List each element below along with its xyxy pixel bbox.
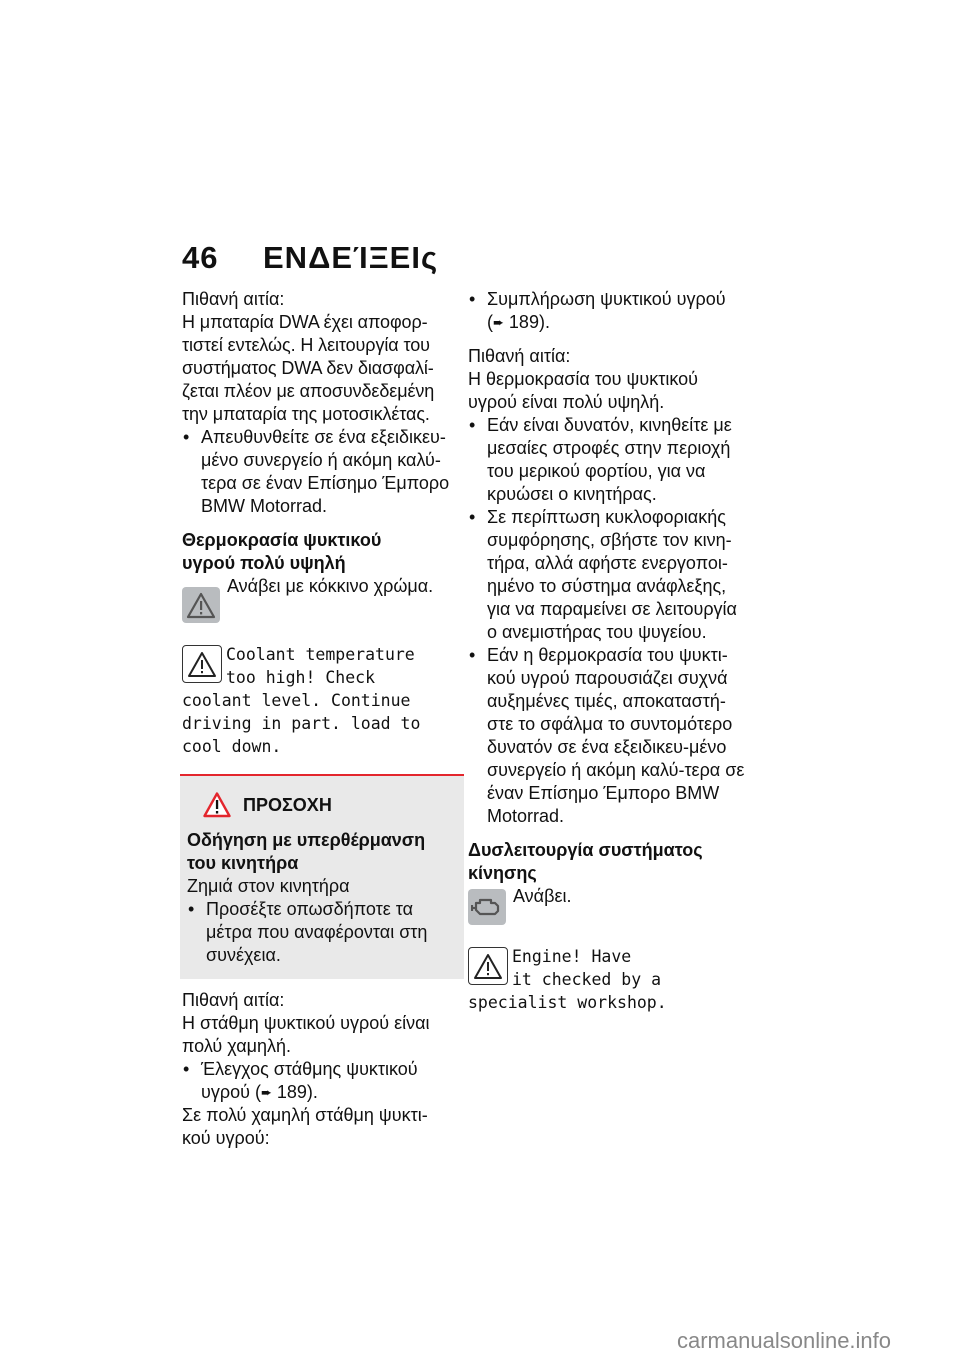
coolant-light-text: Ανάβει με κόκκινο χρώμα. [227, 576, 434, 596]
list-item [182, 1058, 452, 1104]
engine-check-icon [468, 889, 506, 925]
message-line: Engine! Have [512, 947, 632, 966]
cause-text: Η στάθμη ψυκτικού υγρού είναι πολύ χαμηλή. [182, 1013, 430, 1056]
message-line: driving in part. load to [182, 714, 421, 733]
engine-light-text: Ανάβει. [513, 886, 572, 906]
section-title: ΕΝΔΕΊΞΕΙς [263, 240, 439, 275]
message-line: specialist workshop. [468, 993, 667, 1012]
page-reference: 189). [508, 312, 550, 332]
cause-label: Πιθανή αιτία: [182, 289, 285, 309]
coolant-display-message [182, 643, 452, 758]
caution-subtitle: Οδήγηση με υπερθέρμανση του κινητήρα [187, 830, 426, 873]
caution-header [187, 792, 457, 818]
caution-text: Ζημιά στον κινητήρα [187, 876, 350, 896]
cause-text: Η μπαταρία DWA έχει αποφορ-τιστεί εντελώς. Η λειτουργία του συστήματος DWA δεν διασφαλί-ζεται πλέον με αποσυνδεδεμένη την μπαταρία της μοτοσικλέτας. [182, 312, 435, 424]
page-reference: 189). [276, 1082, 318, 1102]
message-line: Coolant temperature [226, 645, 415, 664]
cause-text: Η θερμοκρασία του ψυκτικού υγρού είναι πολύ υψηλή. [468, 369, 698, 412]
list-item: • Εάν η θερμοκρασία του ψυκτι-κού υγρού παρουσιάζει συχνά αυξημένες τιμές, αποκαταστή-στε το σφάλμα το συντομότερο δυνατόν σε ένα εξειδικευ-μένο συνεργείο ή ακόμη καλύ-τερα σε έναν Επίσημο Έμπορο BMW Motorrad. [468, 644, 746, 828]
cause-label: Πιθανή αιτία: [182, 990, 285, 1010]
warning-triangle-icon [468, 947, 508, 985]
engine-light-row [468, 885, 746, 931]
engine-display-message [468, 945, 746, 1014]
list-item: • Προσέξτε οπωσδήποτε τα μέτρα που αναφέρονται στη συνέχεια. [187, 898, 457, 967]
caution-box [180, 774, 464, 979]
message-line: cool down. [182, 737, 282, 756]
engine-heading: Δυσλειτουργία συστήματος κίνησης [468, 840, 703, 883]
caution-title: ΠΡΟΣΟΧΗ [243, 794, 332, 815]
warning-triangle-icon [182, 645, 222, 683]
left-column [182, 288, 452, 1150]
arrow-icon: ➨ [493, 315, 504, 330]
warning-light-icon [182, 587, 220, 623]
message-line: coolant level. Continue [182, 691, 411, 710]
watermark: carmanualsonline.info [677, 1328, 892, 1353]
bullet-text: Συμπλήρωση ψυκτικού υγρού ( [487, 289, 726, 332]
arrow-icon: ➨ [260, 1085, 272, 1100]
page-number: 46 [182, 240, 219, 275]
right-column [468, 288, 746, 1014]
list-item [468, 288, 746, 334]
cause-label: Πιθανή αιτία: [468, 346, 571, 366]
list-item: • Απευθυνθείτε σε ένα εξειδικευ-μένο συνεργείο ή ακόμη καλύ-τερα σε έναν Επίσημο Έμπορο BMW Motorrad. [182, 426, 452, 518]
list-item: • Εάν είναι δυνατόν, κινηθείτε με μεσαίες στροφές στην περιοχή του μερικού φορτίου, για να κρυώσει ο κινητήρας. [468, 414, 746, 506]
coolant-light-row [182, 575, 452, 621]
bullet-text: Έλεγχος στάθμης ψυκτικού υγρού ( [201, 1059, 418, 1102]
message-line: it checked by a [512, 970, 662, 989]
list-item: • Σε περίπτωση κυκλοφοριακής συμφόρησης, σβήστε τον κινη-τήρα, αλλά αφήστε ενεργοποι-ημένο το σύστημα ανάφλεξης, για να παραμείνει σε λειτουργία ο ανεμιστήρας του ψυγείου. [468, 506, 746, 644]
cause-followup: Σε πολύ χαμηλή στάθμη ψυκτι-κού υγρού: [182, 1105, 428, 1148]
caution-icon [203, 792, 231, 818]
message-line: too high! Check [226, 668, 376, 687]
coolant-heading: Θερμοκρασία ψυκτικού υγρού πολύ υψηλή [182, 530, 382, 573]
